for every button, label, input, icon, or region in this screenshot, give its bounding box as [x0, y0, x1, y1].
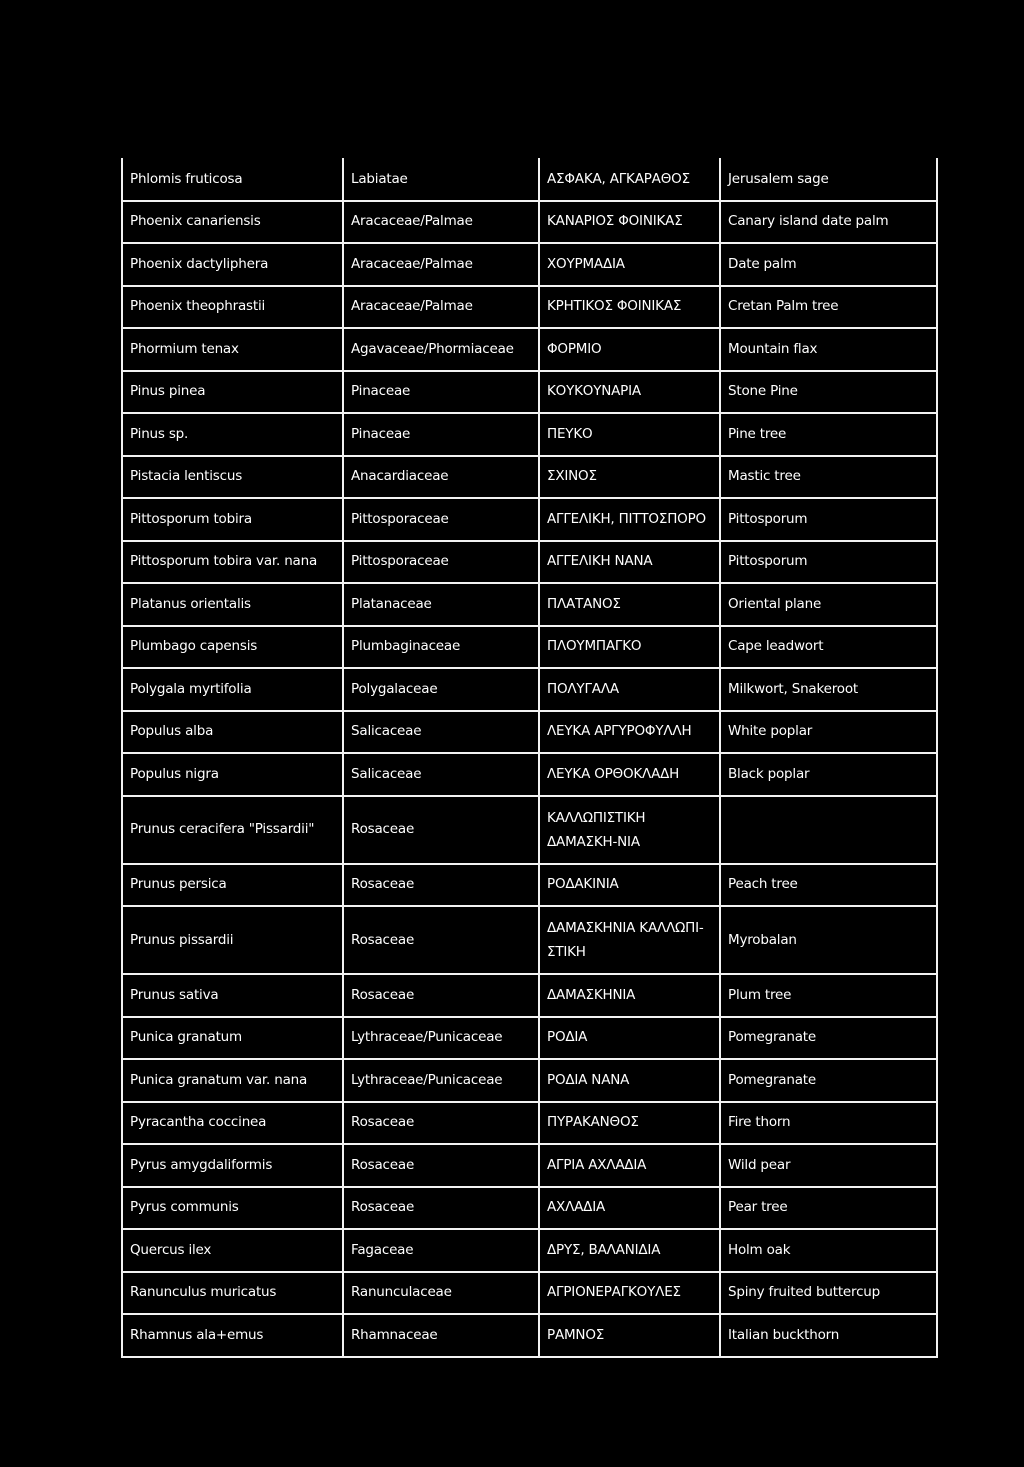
greek-name-cell: ΧΟΥΡΜΑΔΙΑ — [539, 243, 720, 286]
greek-name-cell: ΚΟΥΚΟΥΝΑΡΙΑ — [539, 371, 720, 414]
family-cell: Pinaceae — [343, 413, 539, 456]
latin-name-cell: Prunus persica — [122, 864, 343, 907]
family-cell: Anacardiaceae — [343, 456, 539, 499]
greek-name-cell: ΑΧΛΑΔΙΑ — [539, 1187, 720, 1230]
latin-name-cell: Pinus sp. — [122, 413, 343, 456]
greek-name-cell: ΔΑΜΑΣΚΗΝΙΑ — [539, 974, 720, 1017]
family-cell: Rosaceae — [343, 1187, 539, 1230]
latin-name-cell: Punica granatum — [122, 1017, 343, 1060]
table-row — [122, 1102, 937, 1145]
table-row — [122, 498, 937, 541]
table-row — [122, 413, 937, 456]
greek-name-cell: ΛΕΥΚΑ ΑΡΓΥΡΟΦΥΛΛΗ — [539, 711, 720, 754]
table-row — [122, 1272, 937, 1315]
family-cell: Rosaceae — [343, 796, 539, 864]
greek-name-cell: ΣΧΙΝΟΣ — [539, 456, 720, 499]
family-cell: Rosaceae — [343, 1144, 539, 1187]
table-row — [122, 1017, 937, 1060]
table-row — [122, 974, 937, 1017]
english-name-cell — [720, 796, 937, 864]
family-cell: Rosaceae — [343, 974, 539, 1017]
greek-name-cell: ΚΑΛΛΩΠΙΣΤΙΚΗ ΔΑΜΑΣΚΗ-ΝΙΑ — [539, 796, 720, 864]
greek-name-cell: ΛΕΥΚΑ ΟΡΘΟΚΛΑΔΗ — [539, 753, 720, 796]
table-row — [122, 906, 937, 974]
table-row — [122, 328, 937, 371]
latin-name-cell: Platanus orientalis — [122, 583, 343, 626]
greek-name-cell: ΡΟΔΙΑ — [539, 1017, 720, 1060]
table-row — [122, 541, 937, 584]
latin-name-cell: Pyrus communis — [122, 1187, 343, 1230]
table-row — [122, 626, 937, 669]
english-name-cell: Black poplar — [720, 753, 937, 796]
latin-name-cell: Phoenix canariensis — [122, 201, 343, 244]
family-cell: Pittosporaceae — [343, 541, 539, 584]
table-row — [122, 1229, 937, 1272]
greek-name-cell: ΔΡΥΣ, ΒΑΛΑΝΙΔΙΑ — [539, 1229, 720, 1272]
latin-name-cell: Populus nigra — [122, 753, 343, 796]
english-name-cell: Pittosporum — [720, 541, 937, 584]
english-name-cell: Oriental plane — [720, 583, 937, 626]
english-name-cell: Pomegranate — [720, 1017, 937, 1060]
family-cell: Aracaceae/Palmae — [343, 286, 539, 329]
greek-name-cell: ΑΓΡΙΑ ΑΧΛΑΔΙΑ — [539, 1144, 720, 1187]
plant-species-table — [121, 158, 938, 1358]
greek-name-cell: ΚΡΗΤΙΚΟΣ ΦΟΙΝΙΚΑΣ — [539, 286, 720, 329]
greek-name-cell: ΑΓΓΕΛΙΚΗ, ΠΙΤΤΟΣΠΟΡΟ — [539, 498, 720, 541]
family-cell: Rosaceae — [343, 906, 539, 974]
table-row — [122, 796, 937, 864]
english-name-cell: Holm oak — [720, 1229, 937, 1272]
english-name-cell: Pomegranate — [720, 1059, 937, 1102]
greek-name-cell: ΦΟΡΜΙΟ — [539, 328, 720, 371]
family-cell: Lythraceae/Punicaceae — [343, 1059, 539, 1102]
family-cell: Lythraceae/Punicaceae — [343, 1017, 539, 1060]
latin-name-cell: Prunus sativa — [122, 974, 343, 1017]
english-name-cell: Jerusalem sage — [720, 158, 937, 201]
english-name-cell: Milkwort, Snakeroot — [720, 668, 937, 711]
table-row — [122, 286, 937, 329]
family-cell: Ranunculaceae — [343, 1272, 539, 1315]
table-row — [122, 583, 937, 626]
greek-name-cell: ΠΛΟΥΜΠΑΓΚΟ — [539, 626, 720, 669]
family-cell: Agavaceae/Phormiaceae — [343, 328, 539, 371]
family-cell: Aracaceae/Palmae — [343, 201, 539, 244]
greek-name-cell: ΡΑΜΝΟΣ — [539, 1314, 720, 1357]
greek-name-cell: ΑΓΡΙΟΝΕΡΑΓΚΟΥΛΕΣ — [539, 1272, 720, 1315]
greek-name-cell: ΑΓΓΕΛΙΚΗ ΝΑΝΑ — [539, 541, 720, 584]
greek-name-cell: ΠΥΡΑΚΑΝΘΟΣ — [539, 1102, 720, 1145]
latin-name-cell: Phoenix theophrastii — [122, 286, 343, 329]
english-name-cell: White poplar — [720, 711, 937, 754]
greek-name-cell: ΔΑΜΑΣΚΗΝΙΑ ΚΑΛΛΩΠΙ-ΣΤΙΚΗ — [539, 906, 720, 974]
english-name-cell: Peach tree — [720, 864, 937, 907]
family-cell: Rosaceae — [343, 864, 539, 907]
latin-name-cell: Populus alba — [122, 711, 343, 754]
latin-name-cell: Phoenix dactyliphera — [122, 243, 343, 286]
latin-name-cell: Pittosporum tobira var. nana — [122, 541, 343, 584]
english-name-cell: Italian buckthorn — [720, 1314, 937, 1357]
latin-name-cell: Pistacia lentiscus — [122, 456, 343, 499]
english-name-cell: Pear tree — [720, 1187, 937, 1230]
english-name-cell: Mountain flax — [720, 328, 937, 371]
family-cell: Rosaceae — [343, 1102, 539, 1145]
latin-name-cell: Punica granatum var. nana — [122, 1059, 343, 1102]
english-name-cell: Date palm — [720, 243, 937, 286]
english-name-cell: Wild pear — [720, 1144, 937, 1187]
family-cell: Pinaceae — [343, 371, 539, 414]
greek-name-cell: ΚΑΝΑΡΙΟΣ ΦΟΙΝΙΚΑΣ — [539, 201, 720, 244]
table-row — [122, 1144, 937, 1187]
latin-name-cell: Ranunculus muricatus — [122, 1272, 343, 1315]
latin-name-cell: Pyrus amygdaliformis — [122, 1144, 343, 1187]
family-cell: Salicaceae — [343, 711, 539, 754]
table-row — [122, 371, 937, 414]
family-cell: Aracaceae/Palmae — [343, 243, 539, 286]
family-cell: Salicaceae — [343, 753, 539, 796]
english-name-cell: Pittosporum — [720, 498, 937, 541]
latin-name-cell: Pittosporum tobira — [122, 498, 343, 541]
greek-name-cell: ΠΟΛΥΓΑΛΑ — [539, 668, 720, 711]
table-row — [122, 243, 937, 286]
english-name-cell: Canary island date palm — [720, 201, 937, 244]
table-row — [122, 668, 937, 711]
latin-name-cell: Prunus ceracifera "Pissardii" — [122, 796, 343, 864]
latin-name-cell: Phormium tenax — [122, 328, 343, 371]
table-row — [122, 711, 937, 754]
english-name-cell: Cape leadwort — [720, 626, 937, 669]
latin-name-cell: Pinus pinea — [122, 371, 343, 414]
family-cell: Platanaceae — [343, 583, 539, 626]
latin-name-cell: Polygala myrtifolia — [122, 668, 343, 711]
latin-name-cell: Quercus ilex — [122, 1229, 343, 1272]
english-name-cell: Mastic tree — [720, 456, 937, 499]
table-row — [122, 1314, 937, 1357]
family-cell: Labiatae — [343, 158, 539, 201]
english-name-cell: Cretan Palm tree — [720, 286, 937, 329]
greek-name-cell: ΡΟΔΙΑ ΝΑΝΑ — [539, 1059, 720, 1102]
english-name-cell: Stone Pine — [720, 371, 937, 414]
latin-name-cell: Plumbago capensis — [122, 626, 343, 669]
table-row — [122, 753, 937, 796]
greek-name-cell: ΠΛΑΤΑΝΟΣ — [539, 583, 720, 626]
english-name-cell: Fire thorn — [720, 1102, 937, 1145]
family-cell: Polygalaceae — [343, 668, 539, 711]
latin-name-cell: Prunus pissardii — [122, 906, 343, 974]
table-row — [122, 158, 937, 201]
family-cell: Pittosporaceae — [343, 498, 539, 541]
latin-name-cell: Rhamnus ala+emus — [122, 1314, 343, 1357]
english-name-cell: Plum tree — [720, 974, 937, 1017]
family-cell: Fagaceae — [343, 1229, 539, 1272]
family-cell: Plumbaginaceae — [343, 626, 539, 669]
table-row — [122, 1059, 937, 1102]
english-name-cell: Pine tree — [720, 413, 937, 456]
greek-name-cell: ΡΟΔΑΚΙΝΙΑ — [539, 864, 720, 907]
table-row — [122, 864, 937, 907]
table-row — [122, 201, 937, 244]
latin-name-cell: Phlomis fruticosa — [122, 158, 343, 201]
greek-name-cell: ΠΕΥΚΟ — [539, 413, 720, 456]
english-name-cell: Myrobalan — [720, 906, 937, 974]
table-row — [122, 456, 937, 499]
latin-name-cell: Pyracantha coccinea — [122, 1102, 343, 1145]
family-cell: Rhamnaceae — [343, 1314, 539, 1357]
table-row — [122, 1187, 937, 1230]
plant-table-body — [122, 158, 937, 1357]
english-name-cell: Spiny fruited buttercup — [720, 1272, 937, 1315]
greek-name-cell: ΑΣΦΑΚΑ, ΑΓΚΑΡΑΘΟΣ — [539, 158, 720, 201]
